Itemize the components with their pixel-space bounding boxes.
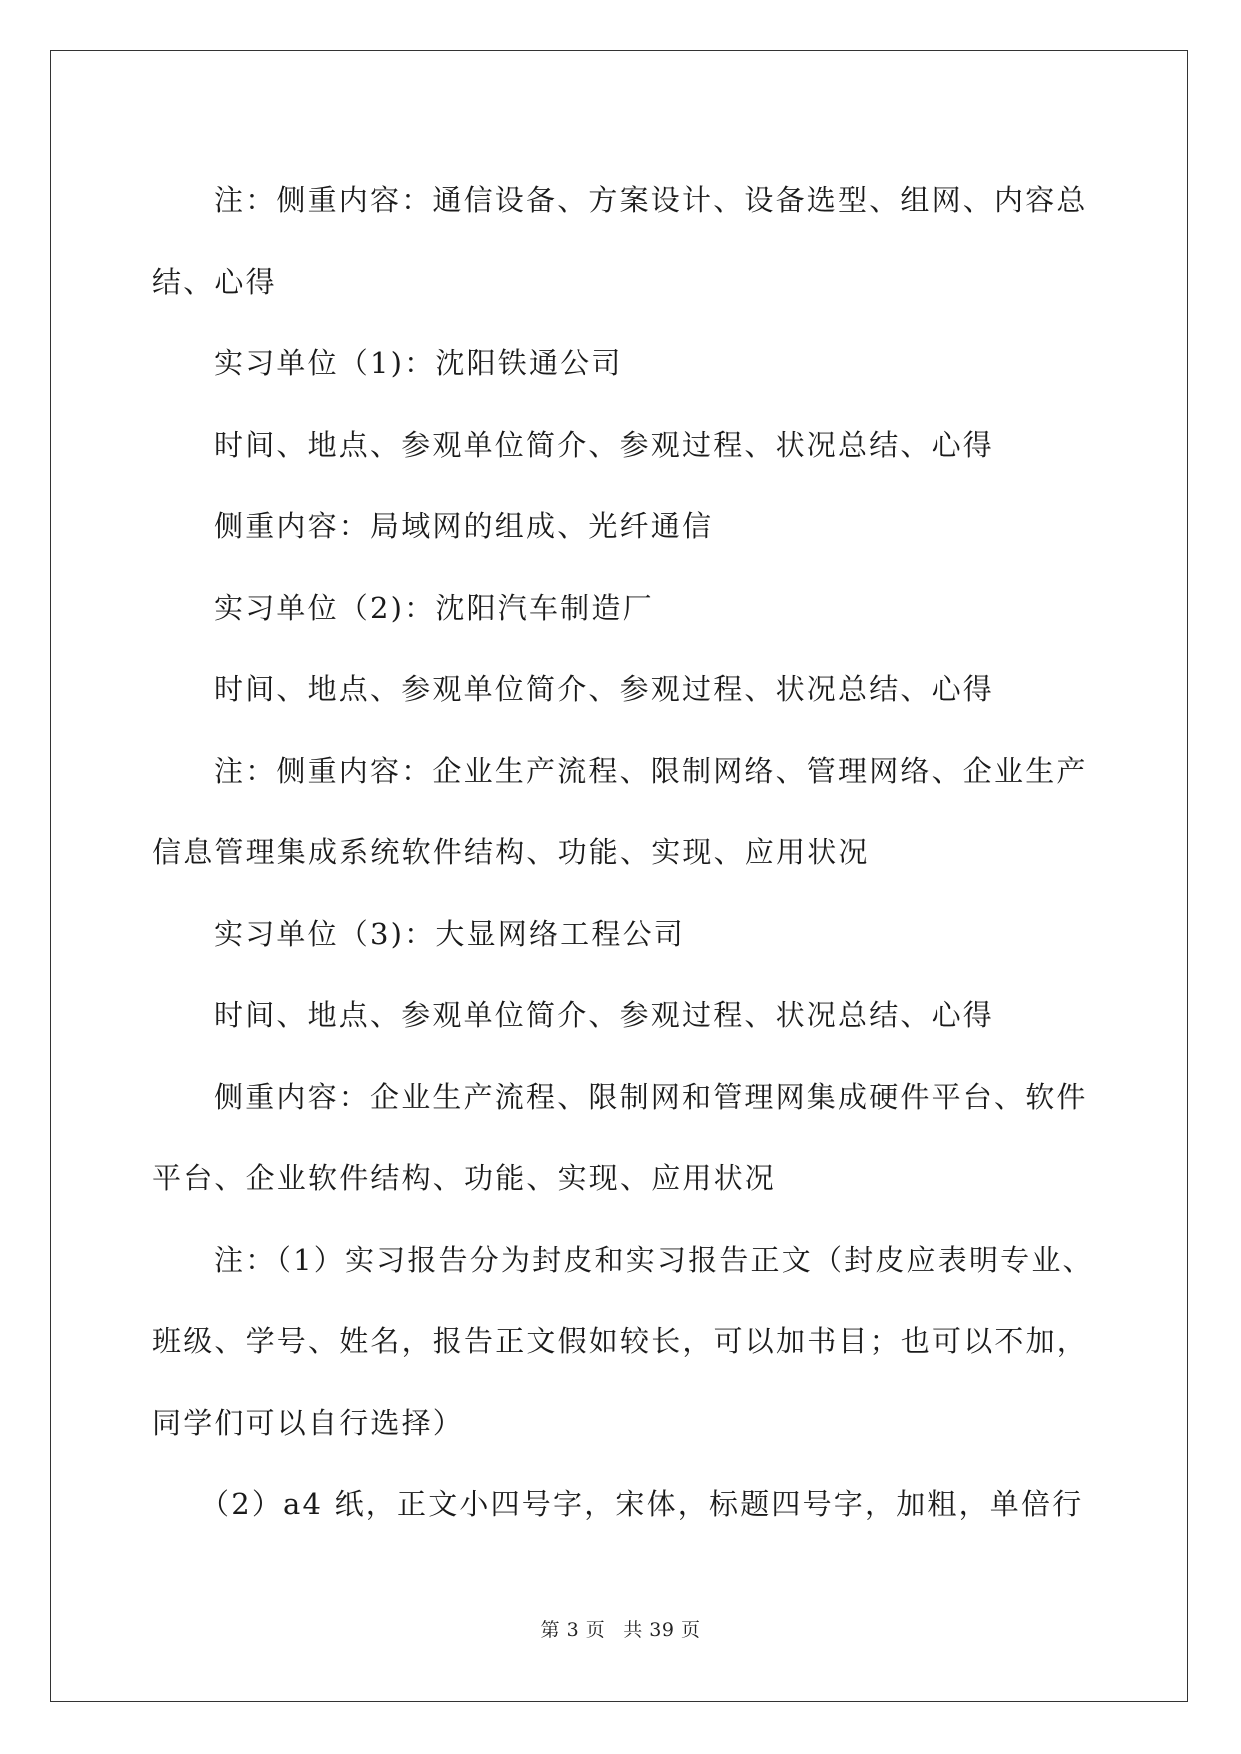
paragraph-line: 实习单位（2)：沈阳汽车制造厂 xyxy=(214,590,654,625)
paragraph-line: 班级、学号、姓名，报告正文假如较长，可以加书目；也可以不加， xyxy=(152,1324,1089,1358)
paragraph-line: 侧重内容：企业生产流程、限制网和管理网集成硬件平台、软件 xyxy=(214,1079,1088,1114)
paragraph-line: 注：侧重内容：企业生产流程、限制网络、管理网络、企业生产 xyxy=(214,753,1088,788)
paragraph-unit-3 xyxy=(152,894,1090,976)
paragraph-line: 时间、地点、参观单位简介、参观过程、状况总结、心得 xyxy=(214,427,995,462)
paragraph-line: 结、心得 xyxy=(152,264,277,299)
document-body xyxy=(152,160,1094,1546)
paragraph-outline-3 xyxy=(152,975,1090,1057)
paragraph-line: 信息管理集成系统软件结构、功能、实现、应用状况 xyxy=(152,835,870,869)
page-total: 共 39 页 xyxy=(623,1619,701,1641)
paragraph-outline-1 xyxy=(152,405,1090,487)
paragraph-line: 侧重内容：局域网的组成、光纤通信 xyxy=(214,509,714,543)
paragraph-line: 平台、企业软件结构、功能、实现、应用状况 xyxy=(152,1161,777,1195)
paragraph-unit-1 xyxy=(152,323,1090,405)
paragraph-line: 时间、地点、参观单位简介、参观过程、状况总结、心得 xyxy=(214,998,995,1032)
paragraph-note-focus-2 xyxy=(152,731,1090,894)
paragraph-line: 注：侧重内容：通信设备、方案设计、设备选型、组网、内容总 xyxy=(214,183,1088,217)
paragraph-line: 同学们可以自行选择） xyxy=(152,1405,465,1440)
paragraph-note-focus-telecom xyxy=(152,160,1090,323)
paragraph-line: （2）a4 纸，正文小四号字，宋体，标题四号字，加粗，单倍行 xyxy=(200,1487,1084,1521)
paragraph-line: 实习单位（3)：大显网络工程公司 xyxy=(214,916,685,951)
paragraph-line: 注：（1）实习报告分为封皮和实习报告正文（封皮应表明专业、 xyxy=(214,1242,1094,1277)
paragraph-format xyxy=(152,1464,1090,1546)
page-number: 第 3 页 xyxy=(540,1619,606,1641)
paragraph-note-report xyxy=(152,1220,1094,1465)
paragraph-outline-2 xyxy=(152,649,1090,731)
paragraph-unit-2 xyxy=(152,568,1090,650)
page-footer xyxy=(0,1615,1241,1642)
paragraph-focus-3 xyxy=(152,1057,1090,1220)
paragraph-focus-1 xyxy=(152,486,1090,568)
paragraph-line: 时间、地点、参观单位简介、参观过程、状况总结、心得 xyxy=(214,672,995,706)
paragraph-line: 实习单位（1)：沈阳铁通公司 xyxy=(214,346,623,380)
